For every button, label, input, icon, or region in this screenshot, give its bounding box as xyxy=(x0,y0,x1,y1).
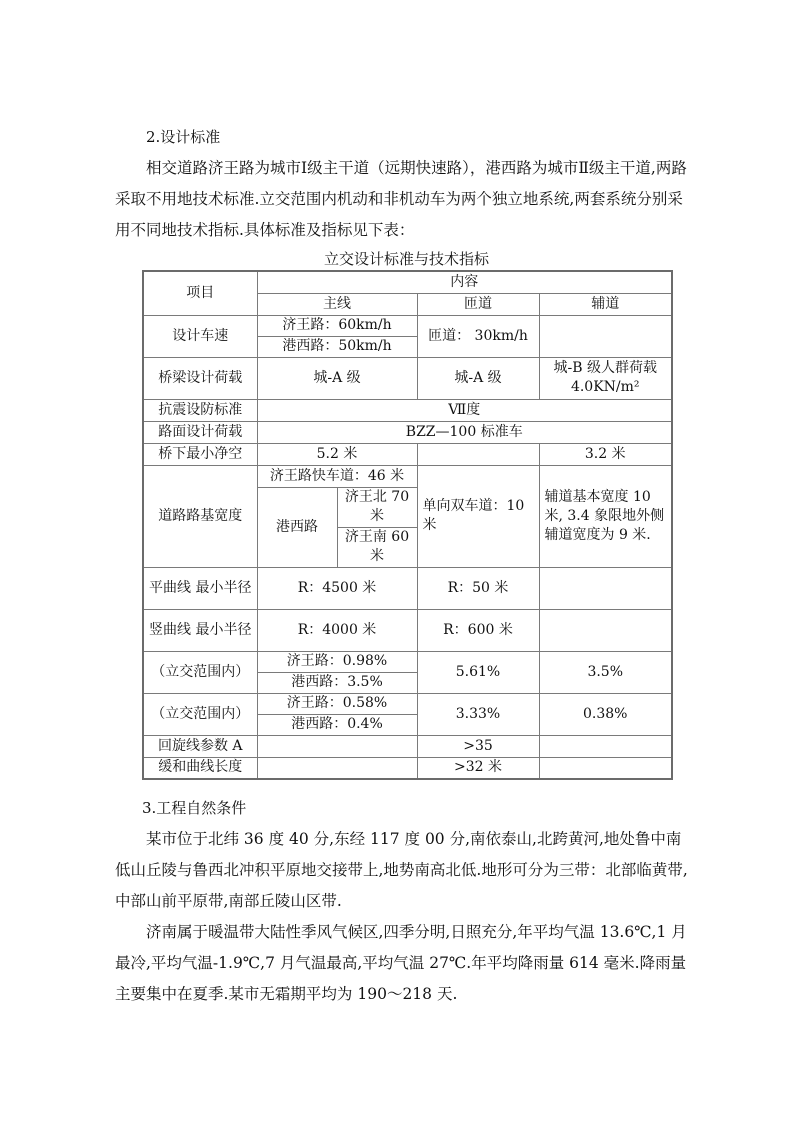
transition-ramp: >32 米 xyxy=(417,757,539,779)
horizontal-auxiliary xyxy=(539,567,672,609)
pavement-value: BZZ—100 标准车 xyxy=(257,421,672,443)
horizontal-ramp: R：50 米 xyxy=(417,567,539,609)
width-ramp: 单向双车道：10 米 xyxy=(417,465,539,567)
grade-max-gangxi: 港西路：3.5% xyxy=(257,672,417,693)
grade-min-jiwang: 济王路：0.58% xyxy=(257,693,417,714)
bridge-load-label: 桥梁设计荷载 xyxy=(143,357,257,399)
vertical-auxiliary xyxy=(539,609,672,651)
speed-auxiliary xyxy=(539,315,672,357)
clothoid-auxiliary xyxy=(539,735,672,757)
section-3-paragraph-1: 某市位于北纬 36 度 40 分,东经 117 度 00 分,南依泰山,北跨黄河,地处鲁中南低山丘陵与鲁西北冲积平原地交接带上,地势南高北低.地形可分为三带：北部临黄带,中部山前平原带,南部丘陵山区带. xyxy=(115,830,688,910)
speed-ramp: 匝道： 30km/h xyxy=(417,315,539,357)
grade-max-label: （立交范围内） xyxy=(143,651,257,693)
width-gangxi: 港西路 xyxy=(257,487,337,567)
grade-max-jiwang: 济王路：0.98% xyxy=(257,651,417,672)
width-jiwang-north: 济王北 70 米 xyxy=(337,487,417,527)
grade-min-label: （立交范围内） xyxy=(143,693,257,735)
grade-min-ramp: 3.33% xyxy=(417,693,539,735)
bridge-load-auxiliary: 城-B 级人群荷载 4.0KN/m² xyxy=(539,357,672,399)
clothoid-ramp: >35 xyxy=(417,735,539,757)
grade-max-auxiliary: 3.5% xyxy=(539,651,672,693)
clothoid-main xyxy=(257,735,417,757)
grade-max-ramp: 5.61% xyxy=(417,651,539,693)
section-2-paragraph: 相交道路济王路为城市Ⅰ级主干道（远期快速路），港西路为城市Ⅱ级主干道,两路采取不用地技术标准.立交范围内机动和非机动车为两个独立地系统,两套系统分别采用不同地技术指标.具体标准及指标见下表： xyxy=(115,159,687,239)
speed-jiwang: 济王路：60km/h xyxy=(257,315,417,336)
width-jiwang-south: 济王南 60 米 xyxy=(337,527,417,567)
transition-auxiliary xyxy=(539,757,672,779)
clearance-label: 桥下最小净空 xyxy=(143,443,257,465)
pavement-label: 路面设计荷载 xyxy=(143,421,257,443)
header-ramp: 匝道 xyxy=(417,293,539,315)
header-main-line: 主线 xyxy=(257,293,417,315)
transition-label: 缓和曲线长度 xyxy=(143,757,257,779)
table-caption: 立交设计标准与技术指标 xyxy=(323,250,489,268)
section-2-heading: 2.设计标准 xyxy=(146,128,221,146)
width-label: 道路路基宽度 xyxy=(143,465,257,567)
width-auxiliary: 辅道基本宽度 10 米, 3.4 象限地外侧辅道宽度为 9 米. xyxy=(539,465,672,567)
horizontal-label: 平曲线 最小半径 xyxy=(143,567,257,609)
bridge-load-main: 城-A 级 xyxy=(257,357,417,399)
bridge-load-ramp: 城-A 级 xyxy=(417,357,539,399)
vertical-ramp: R：600 米 xyxy=(417,609,539,651)
grade-min-gangxi: 港西路：0.4% xyxy=(257,714,417,735)
horizontal-main: R：4500 米 xyxy=(257,567,417,609)
clothoid-label: 回旋线参数 A xyxy=(143,735,257,757)
vertical-label: 竖曲线 最小半径 xyxy=(143,609,257,651)
width-jiwang-fast: 济王路快车道：46 米 xyxy=(257,465,417,487)
grade-min-auxiliary: 0.38% xyxy=(539,693,672,735)
vertical-main: R：4000 米 xyxy=(257,609,417,651)
header-auxiliary: 辅道 xyxy=(539,293,672,315)
clearance-main: 5.2 米 xyxy=(257,443,417,465)
section-3-heading: 3.工程自然条件 xyxy=(142,799,247,817)
speed-gangxi: 港西路：50km/h xyxy=(257,336,417,357)
speed-label: 设计车速 xyxy=(143,315,257,357)
transition-main xyxy=(257,757,417,779)
clearance-ramp xyxy=(417,443,539,465)
header-content: 内容 xyxy=(257,271,672,293)
design-standards-table xyxy=(142,270,673,780)
header-item: 项目 xyxy=(143,271,257,315)
seismic-label: 抗震设防标准 xyxy=(143,399,257,421)
seismic-value: Ⅶ度 xyxy=(257,399,672,421)
section-3-paragraph-2: 济南属于暖温带大陆性季风气候区,四季分明,日照充分,年平均气温 13.6℃,1 月最冷,平均气温-1.9℃,7 月气温最高,平均气温 27℃.年平均降雨量 614 毫米.降雨量主要集中在夏季.某市无霜期平均为 190～218 天. xyxy=(115,923,687,1003)
clearance-auxiliary: 3.2 米 xyxy=(539,443,672,465)
